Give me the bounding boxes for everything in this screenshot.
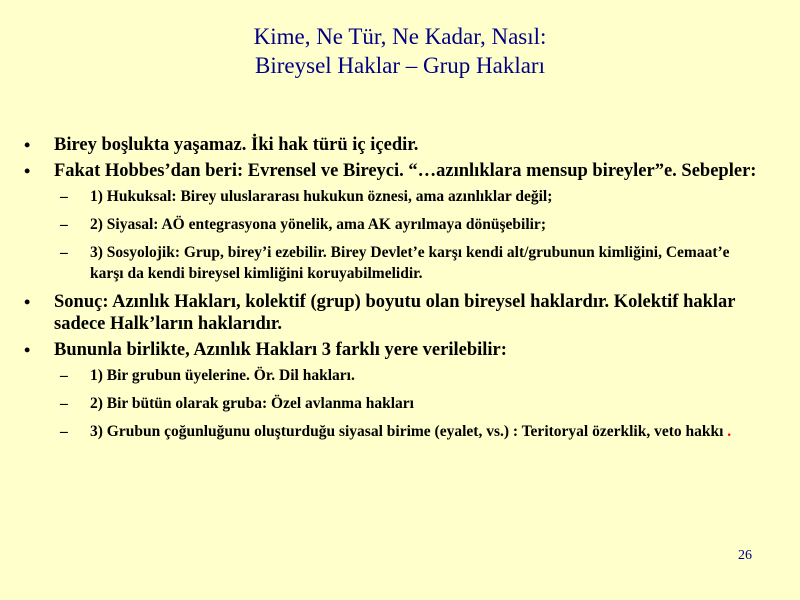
dash-icon: – <box>60 216 68 233</box>
sub-bullet-item <box>22 214 762 235</box>
bullet-icon: • <box>24 292 31 312</box>
bullet-text: Sonuç: Azınlık Hakları, kolektif (grup) boyutu olan bireysel haklardır. Kolektif haklar sadece Halk’ların haklarıdır. <box>54 292 736 334</box>
bullet-item <box>22 134 762 156</box>
bullet-item <box>22 291 762 335</box>
red-dot: . <box>727 423 732 440</box>
sub-bullet-text: 1) Hukuksal: Birey uluslararası hukukun öznesi, ama azınlıklar değil; <box>90 188 553 205</box>
title-line-2: Bireysel Haklar – Grup Hakları <box>255 53 545 78</box>
sub-bullet-text: 2) Bir bütün olarak gruba: Özel avlanma hakları <box>90 395 414 412</box>
sub-bullet-item <box>22 421 762 442</box>
dash-icon: – <box>60 188 68 205</box>
bullet-list <box>22 134 762 449</box>
sub-bullet-item <box>22 242 762 284</box>
sub-bullet-item <box>22 365 762 386</box>
dash-icon: – <box>60 395 68 412</box>
dash-icon: – <box>60 423 68 440</box>
sub-bullet-item <box>22 186 762 207</box>
sub-bullet-text: 2) Siyasal: AÖ entegrasyona yönelik, ama AK ayrılmaya dönüşebilir; <box>90 216 546 233</box>
bullet-icon: • <box>24 161 31 181</box>
bullet-text: Fakat Hobbes’dan beri: Evrensel ve Bireyci. “…azınlıklara mensup bireyler”e. Sebepler: <box>54 161 757 181</box>
slide-title <box>0 22 800 80</box>
bullet-item <box>22 339 762 361</box>
title-line-1: Kime, Ne Tür, Ne Kadar, Nasıl: <box>253 24 547 49</box>
bullet-icon: • <box>24 340 31 360</box>
sub-bullet-item <box>22 393 762 414</box>
bullet-text: Birey boşlukta yaşamaz. İki hak türü iç içedir. <box>54 135 419 155</box>
dash-icon: – <box>60 244 68 261</box>
page-number: 26 <box>738 548 752 563</box>
bullet-text: Bununla birlikte, Azınlık Hakları 3 farklı yere verilebilir: <box>54 340 507 360</box>
sub-bullet-text: 3) Sosyolojik: Grup, birey’i ezebilir. Birey Devlet’e karşı kendi alt/grubunun kimliğini, Cemaat’e karşı da kendi bireysel kimliğini koruyabilmelidir. <box>90 244 730 282</box>
sub-bullet-text: 1) Bir grubun üyelerine. Ör. Dil hakları. <box>90 367 355 384</box>
bullet-item <box>22 160 762 182</box>
dash-icon: – <box>60 367 68 384</box>
sub-bullet-text: 3) Grubun çoğunluğunu oluşturduğu siyasal birime (eyalet, vs.) : Teritoryal özerklik, veto hakkı <box>90 423 724 440</box>
bullet-icon: • <box>24 135 31 155</box>
